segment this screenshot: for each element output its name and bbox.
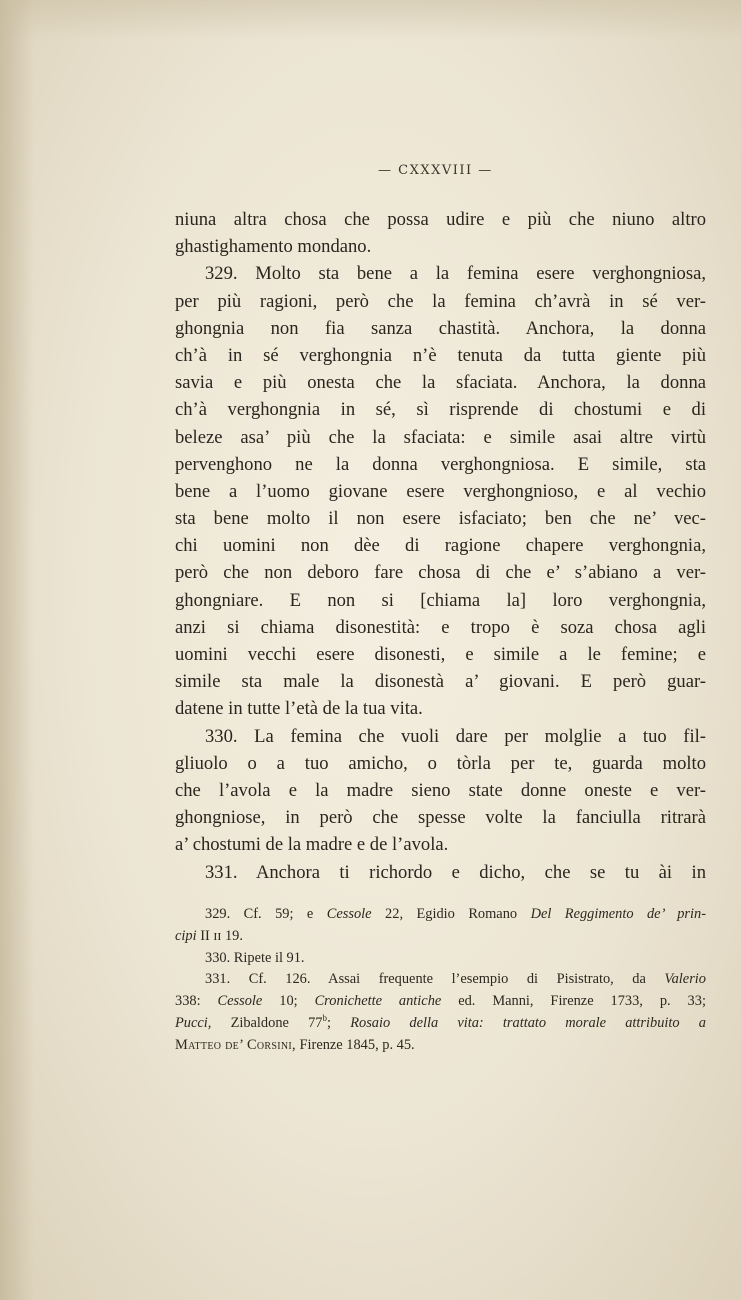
footnote-331-line-2: 338: Cessole 10; Cronichette antiche ed. Manni, Firenze 1733, p. 33; bbox=[175, 993, 706, 1010]
text-line: 331. Anchora ti richordo e dicho, che se tu ài in bbox=[205, 861, 706, 883]
text-line: uomini vecchi esere disonesti, e simile a le femine; e bbox=[175, 644, 706, 665]
text-line: ghastighamento mondano. bbox=[175, 236, 372, 258]
text-line: 329. Molto sta bene a la femina esere verghongniosa, bbox=[205, 263, 706, 285]
text-line: niuna altra chosa che possa udire e più che niuno altro bbox=[175, 209, 706, 230]
footnote-330: 330. Ripete il 91. bbox=[205, 949, 305, 966]
footnote-331-line-1: 331. Cf. 126. Assai frequente l’esempio di Pisistrato, da Valerio bbox=[205, 971, 706, 988]
text-line: ch’à verghongnia in sé, sì risprende di chostumi e di bbox=[175, 399, 706, 421]
footnotes bbox=[175, 904, 706, 1057]
text-line: ch’à in sé verghongnia n’è tenuta da tutta giente più bbox=[175, 344, 706, 366]
text-line: beleze asa’ più che la sfaciata: e simile asai altre virtù bbox=[175, 426, 706, 448]
main-text bbox=[175, 206, 706, 886]
text-line: chi uomini non dèe di ragione chapere verghongnia, bbox=[175, 535, 706, 557]
text-line: che l’avola e la madre sieno state donne oneste e ver- bbox=[175, 779, 706, 801]
text-line: 330. La femina che vuoli dare per molglie a tuo fil- bbox=[205, 725, 706, 747]
footnote-331-line-3: Pucci, Zibaldone 77$^b$; Rosaio della vita: trattato morale attribuito a bbox=[175, 1013, 706, 1031]
page-number: — CXXXVIII — bbox=[378, 163, 493, 178]
text-line: pervenghono ne la donna verghongniosa. E simile, sta bbox=[175, 453, 706, 475]
text-line: ghongniose, in però che spesse volte la fanciulla ritrarà bbox=[175, 807, 706, 829]
text-line: ghongnia non fia sanza chastità. Anchora, la donna bbox=[175, 317, 706, 339]
footnote-331-line-4: Matteo de’ Corsini, Firenze 1845, p. 45. bbox=[175, 1036, 415, 1053]
footnote-329-line-1: 329. Cf. 59; e Cessole 22, Egidio Romano Del Reggimento de’ prin- bbox=[205, 906, 707, 922]
text-line: però che non deboro fare chosa di che e’ s’abiano a ver- bbox=[175, 562, 706, 584]
text-line: simile sta male la disonestà a’ giovani. E però guar- bbox=[175, 671, 706, 693]
text-line: bene a l’uomo giovane esere verghongnioso, e al vechio bbox=[175, 480, 706, 502]
text-line: gliuolo o a tuo amicho, o tòrla per te, guarda molto bbox=[175, 752, 706, 774]
text-line: savia e più onesta che la sfaciata. Anchora, la donna bbox=[175, 372, 706, 394]
text-line: a’ chostumi de la madre e de l’avola. bbox=[175, 834, 449, 856]
footnote-329-line-2: cipi II ɪɪ 19. bbox=[175, 927, 243, 944]
text-line: per più ragioni, però che la femina ch’avrà in sé ver- bbox=[175, 290, 706, 312]
text-line: anzi si chiama disonestità: e tropo è soza chosa agli bbox=[175, 616, 706, 638]
text-line: ghongniare. E non si [chiama la] loro verghongnia, bbox=[175, 589, 706, 611]
text-line: sta bene molto il non esere isfaciato; ben che ne’ vec- bbox=[175, 508, 706, 530]
running-head bbox=[66, 163, 741, 178]
page-edge-shadow bbox=[0, 0, 34, 1300]
page-top-shadow bbox=[0, 0, 741, 40]
text-line: datene in tutte l’età de la tua vita. bbox=[175, 698, 423, 720]
